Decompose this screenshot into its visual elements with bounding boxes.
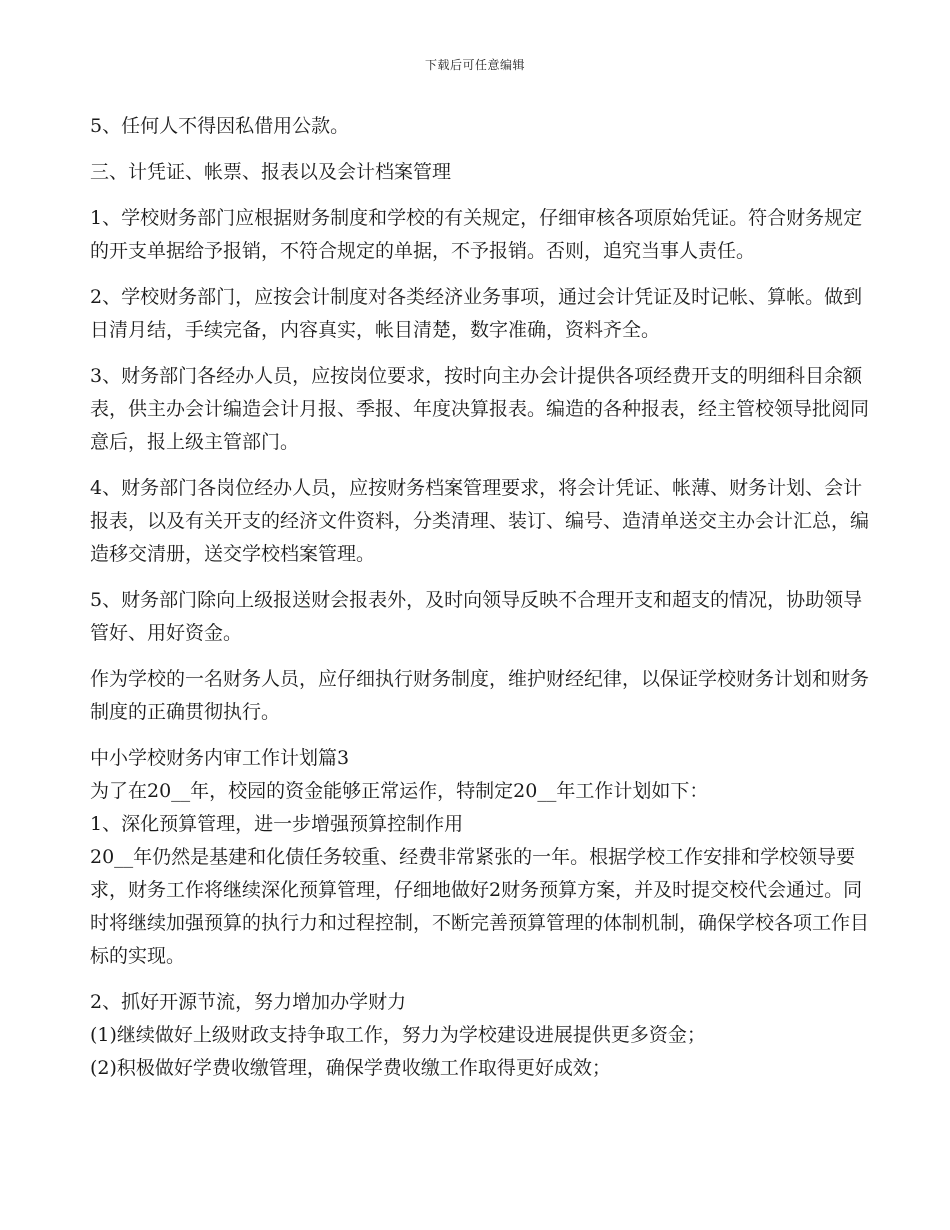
paragraph-item-5-reporting: 5、财务部门除向上级报送财会报表外，及时向领导反映不合理开支和超支的情况，协助领导管好、用好资金。 [90, 589, 863, 644]
paragraph-item-4-archives: 4、财务部门各岗位经办人员，应按财务档案管理要求，将会计凭证、帐薄、财务计划、会计报表，以及有关开支的经济文件资料，分类清理、装订、编号、造清单送交主办会计汇总，编造移交清册，送交学校档案管理。 [90, 477, 870, 565]
paragraph-budget: 20__年仍然是基建和化债任务较重、经费非常紧张的一年。根据学校工作安排和学校领导要求，财务工作将继续深化预算管理，仔细地做好2财务预算方案，并及时提交校代会通过。同时将继续加强预算的执行力和过程控制，不断完善预算管理的体制机制，确保学校各项工作目标的实现。 [90, 846, 870, 967]
subheading-revenue: 2、抓好开源节流，努力增加办学财力 [90, 991, 407, 1013]
paragraph-intro: 为了在20__年，校园的资金能够正常运作，特制定20__年工作计划如下： [90, 780, 709, 802]
subheading-budget: 1、深化预算管理，进一步增强预算控制作用 [90, 813, 464, 835]
paragraph-item-2-bookkeeping: 2、学校财务部门，应按会计制度对各类经济业务事项，通过会计凭证及时记帐、算帐。做到日清月结，手续完备，内容真实，帐目清楚，数字准确，资料齐全。 [90, 286, 863, 341]
paragraph-conclusion: 作为学校的一名财务人员，应仔细执行财务制度，维护财经纪律，以保证学校财务计划和财务制度的正确贯彻执行。 [90, 668, 870, 723]
document-body [90, 110, 870, 1085]
list-item-1: (1)继续做好上级财政支持争取工作，努力为学校建设进展提供更多资金； [90, 1024, 706, 1046]
paragraph-item-1-review: 1、学校财务部门应根据财务制度和学校的有关规定，仔细审核各项原始凭证。符合财务规定的开支单据给予报销，不符合规定的单据，不予报销。否则，追究当事人责任。 [90, 207, 863, 262]
list-item-2: (2)积极做好学费收缴管理，确保学费收缴工作取得更好成效； [90, 1057, 611, 1079]
article-title: 中小学校财务内审工作计划篇3 [90, 747, 350, 769]
section-heading-3: 三、计凭证、帐票、报表以及会计档案管理 [90, 161, 452, 183]
paragraph-item-3-reports: 3、财务部门各经办人员，应按岗位要求，按时向主办会计提供各项经费开支的明细科目余额表，供主办会计编造会计月报、季报、年度决算报表。编造的各种报表，经主管校领导批阅同意后，报上级主管部门。 [90, 365, 870, 453]
page-header: 下载后可任意编辑 [424, 58, 525, 72]
paragraph-item-5-private-use: 5、任何人不得因私借用公款。 [90, 115, 350, 137]
